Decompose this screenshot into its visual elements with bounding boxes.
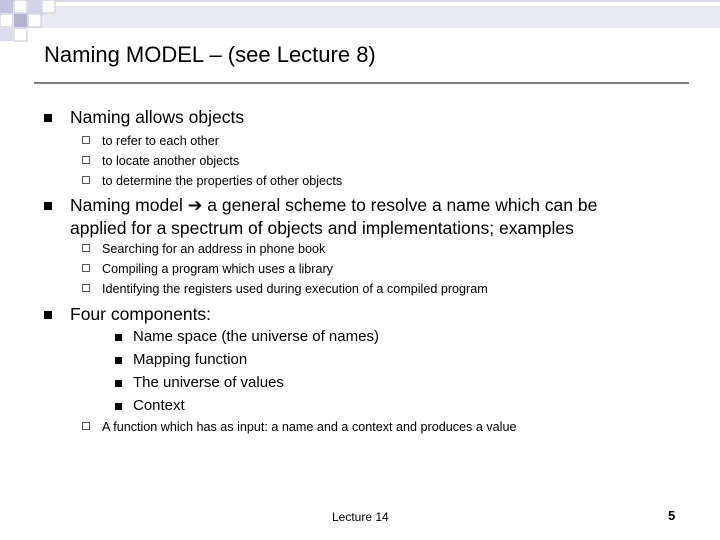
small-square-bullet-icon [115,380,122,387]
component-item: The universe of values [133,374,284,391]
hollow-bullet-icon [82,422,90,430]
footer-label: Lecture 14 [332,510,389,524]
sub-item: to refer to each other [102,134,219,148]
hollow-bullet-icon [82,244,90,252]
slide-title: Naming MODEL – (see Lecture 8) [44,42,376,67]
hollow-bullet-icon [82,176,90,184]
title-divider [34,82,689,84]
naming-model-desc: a general scheme to resolve a name which can be [207,195,598,215]
bullet-naming-model [70,194,597,217]
arrow-right-icon: ➔ [187,195,203,215]
component-item: Mapping function [133,351,248,368]
example-item: Compiling a program which uses a library [102,262,333,276]
small-square-bullet-icon [115,334,122,341]
bullet-square-icon [44,202,52,210]
hollow-bullet-icon [82,156,90,164]
sub-item: to locate another objects [102,154,240,168]
function-note: A function which has as input: a name and a context and produces a value [102,420,517,434]
page-number: 5 [668,508,676,523]
small-square-bullet-icon [115,357,122,364]
bullet-square-icon [44,114,52,122]
example-item: Identifying the registers used during execution of a compiled program [102,282,488,296]
small-square-bullet-icon [115,403,122,410]
hollow-bullet-icon [82,136,90,144]
component-item: Name space (the universe of names) [133,328,379,345]
bullet-four-components: Four components: [70,304,212,324]
hollow-bullet-icon [82,284,90,292]
example-item: Searching for an address in phone book [102,242,326,256]
bullet-square-icon [44,311,52,319]
naming-model-desc-line2: applied for a spectrum of objects and implementations; examples [70,218,574,238]
bullet-naming-allows: Naming allows objects [70,107,245,127]
sub-item: to determine the properties of other objects [102,174,343,188]
component-item: Context [133,397,185,414]
header-decoration [0,0,720,45]
naming-model-text: Naming model [70,195,183,215]
hollow-bullet-icon [82,264,90,272]
